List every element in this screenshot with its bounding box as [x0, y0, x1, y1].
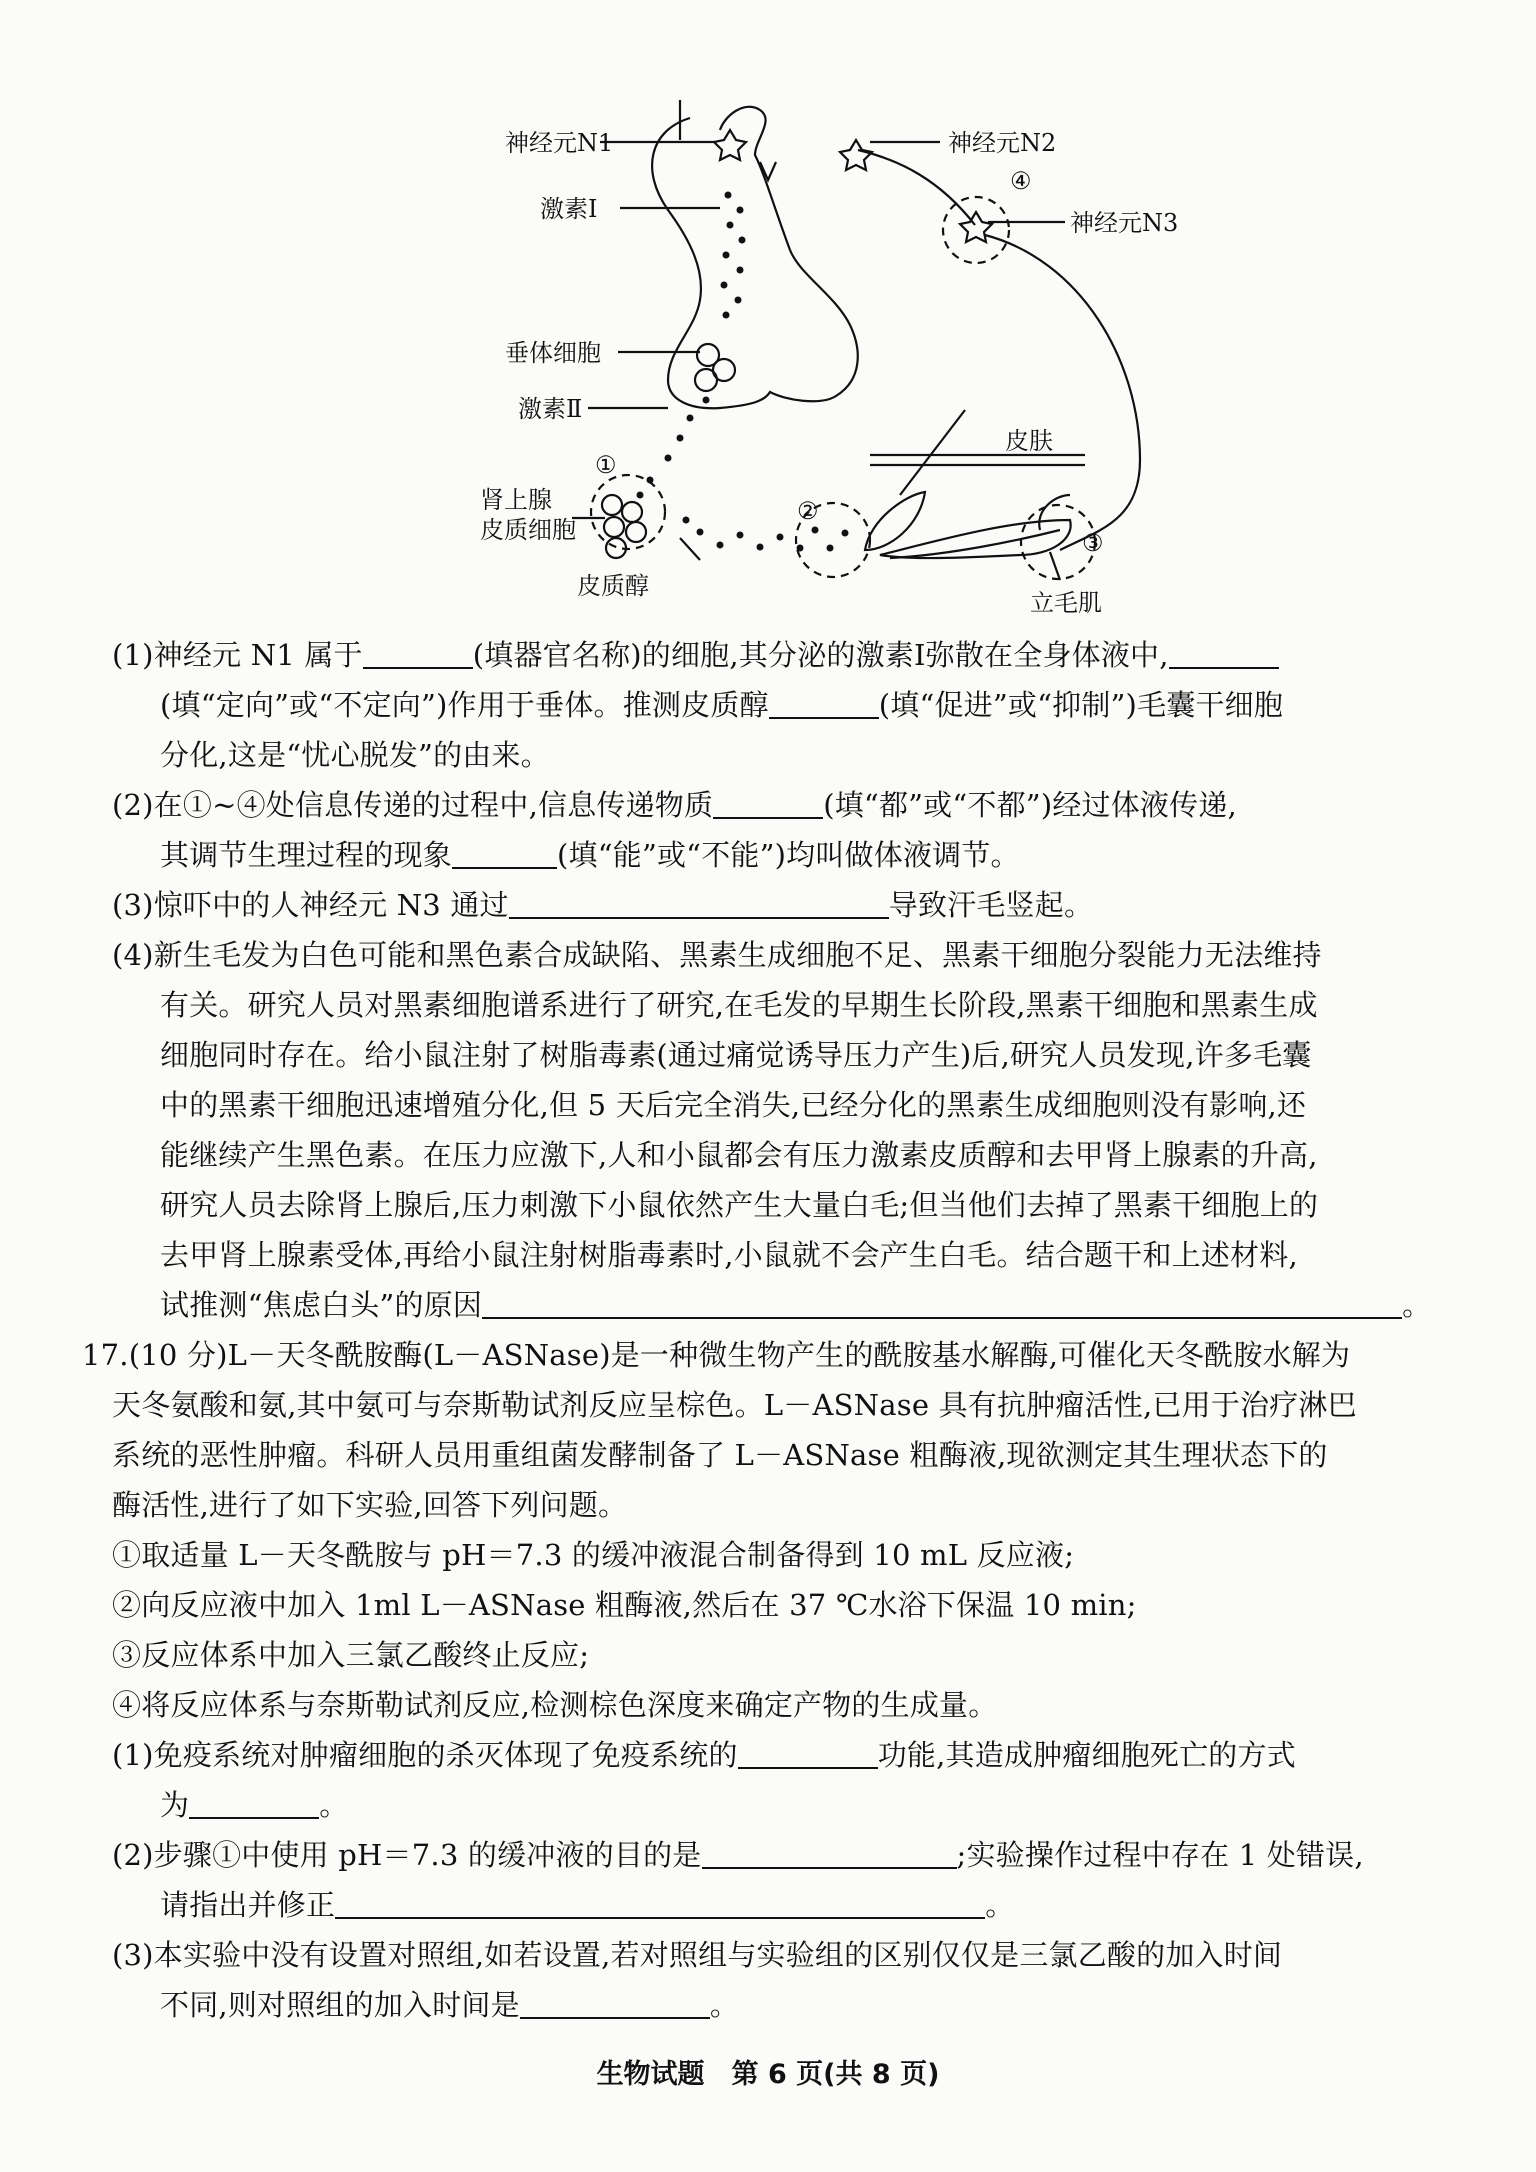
q17-intro-line1: 17.(10 分)L－天冬酰胺酶(L－ASNase)是一种微生物产生的酰胺基水解酶,可催化天冬酰胺水解为 [82, 1338, 1351, 1372]
answer-blank [769, 687, 879, 719]
answer-blank [363, 637, 473, 669]
q17-part1-line2: 为 。 [160, 1788, 349, 1822]
page-footer: 生物试题 第 6 页(共 8 页) [596, 2059, 940, 2090]
q17-intro-line3: 系统的恶性肿瘤。科研人员用重组菌发酵制备了 L－ASNase 粗酶液,现欲测定其生理状态下的 [112, 1438, 1328, 1472]
answer-blank [738, 1737, 878, 1769]
q17-step1: ①取适量 L－天冬酰胺与 pH＝7.3 的缓冲液混合制备得到 10 mL 反应液; [112, 1538, 1075, 1572]
diagram-drawing [0, 100, 1536, 630]
q17-part2-line1: (2)步骤①中使用 pH＝7.3 的缓冲液的目的是 ;实验操作过程中存在 1 处错误, [112, 1838, 1364, 1872]
q16-part4-line7: 去甲肾上腺素受体,再给小鼠注射树脂毒素时,小鼠就不会产生白毛。结合题干和上述材料, [160, 1238, 1298, 1272]
q16-part4-line2: 有关。研究人员对黑素细胞谱系进行了研究,在毛发的早期生长阶段,黑素干细胞和黑素生成 [160, 988, 1318, 1022]
label-skin: 皮肤 [1005, 427, 1053, 455]
hormone-regulation-diagram [0, 100, 1536, 630]
q17-part3-line2: 不同,则对照组的加入时间是 。 [160, 1988, 740, 2022]
answer-blank [520, 1987, 710, 2019]
label-neuron-n2: 神经元N2 [948, 129, 1057, 157]
label-circle-2: ② [797, 497, 819, 525]
answer-blank [509, 887, 889, 919]
label-circle-3: ③ [1082, 529, 1104, 557]
q16-part4-line8: 试推测“焦虑白头”的原因 。 [160, 1288, 1432, 1322]
q16-part4-line4: 中的黑素干细胞迅速增殖分化,但 5 天后完全消失,已经分化的黑素生成细胞则没有影响,还 [160, 1088, 1307, 1122]
q17-part1-line1: (1)免疫系统对肿瘤细胞的杀灭体现了免疫系统的 功能,其造成肿瘤细胞死亡的方式 [112, 1738, 1296, 1772]
label-pituitary-cell: 垂体细胞 [505, 339, 601, 367]
label-arrector-pili: 立毛肌 [1030, 589, 1102, 617]
label-circle-1: ① [595, 451, 617, 479]
q17-part3-line1: (3)本实验中没有设置对照组,如若设置,若对照组与实验组的区别仅仅是三氯乙酸的加入时间 [112, 1938, 1283, 1972]
label-hormone-2: 激素Ⅱ [518, 395, 583, 423]
q16-part1-line1: (1)神经元 N1 属于 (填器官名称)的细胞,其分泌的激素Ⅰ弥散在全身体液中, [112, 630, 1279, 680]
q17-intro-line4: 酶活性,进行了如下实验,回答下列问题。 [112, 1488, 628, 1522]
answer-blank [1169, 637, 1279, 669]
q17-part2-line2: 请指出并修正 。 [160, 1888, 1015, 1922]
q17-step3: ③反应体系中加入三氯乙酸终止反应; [112, 1638, 590, 1672]
q17-intro-line2: 天冬氨酸和氨,其中氨可与奈斯勒试剂反应呈棕色。L－ASNase 具有抗肿瘤活性,已用于治疗淋巴 [112, 1388, 1357, 1422]
q16-part4-line5: 能继续产生黑色素。在压力应激下,人和小鼠都会有压力激素皮质醇和去甲肾上腺素的升高, [160, 1138, 1318, 1172]
q16-part2-line2: 其调节生理过程的现象 (填“能”或“不能”)均叫做体液调节。 [160, 838, 1020, 872]
q16-part4-line6: 研究人员去除肾上腺后,压力刺激下小鼠依然产生大量白毛;但当他们去掉了黑素干细胞上的 [160, 1188, 1319, 1222]
answer-blank [335, 1887, 985, 1919]
answer-blank [482, 1287, 1402, 1319]
q16-part4-line1: (4)新生毛发为白色可能和黑色素合成缺陷、黑素生成细胞不足、黑素干细胞分裂能力无法维持 [112, 938, 1322, 972]
label-circle-4: ④ [1010, 167, 1032, 195]
label-neuron-n3: 神经元N3 [1070, 209, 1179, 237]
label-hormone-1: 激素Ⅰ [540, 195, 598, 223]
q17-step2: ②向反应液中加入 1ml L－ASNase 粗酶液,然后在 37 ℃水浴下保温 10 min; [112, 1588, 1137, 1622]
label-cortisol: 皮质醇 [577, 572, 649, 600]
answer-blank [702, 1837, 957, 1869]
label-adrenal-cortex-cell: 肾上腺 皮质细胞 [480, 486, 576, 544]
q17-step4: ④将反应体系与奈斯勒试剂反应,检测棕色深度来确定产物的生成量。 [112, 1688, 998, 1722]
q16-part4-line3: 细胞同时存在。给小鼠注射了树脂毒素(通过痛觉诱导压力产生)后,研究人员发现,许多毛囊 [160, 1038, 1312, 1072]
label-neuron-n1: 神经元N1 [505, 129, 614, 157]
q16-part2-line1: (2)在①~④处信息传递的过程中,信息传递物质 (填“都”或“不都”)经过体液传递, [112, 788, 1237, 822]
q16-part1-line3: 分化,这是“忧心脱发”的由来。 [160, 738, 550, 772]
answer-blank [189, 1787, 319, 1819]
q16-part1-line2: (填“定向”或“不定向”)作用于垂体。推测皮质醇 (填“促进”或“抑制”)毛囊干细胞 [160, 688, 1284, 722]
answer-blank [452, 837, 557, 869]
answer-blank [713, 787, 823, 819]
q16-part3-line1: (3)惊吓中的人神经元 N3 通过 导致汗毛竖起。 [112, 888, 1094, 922]
